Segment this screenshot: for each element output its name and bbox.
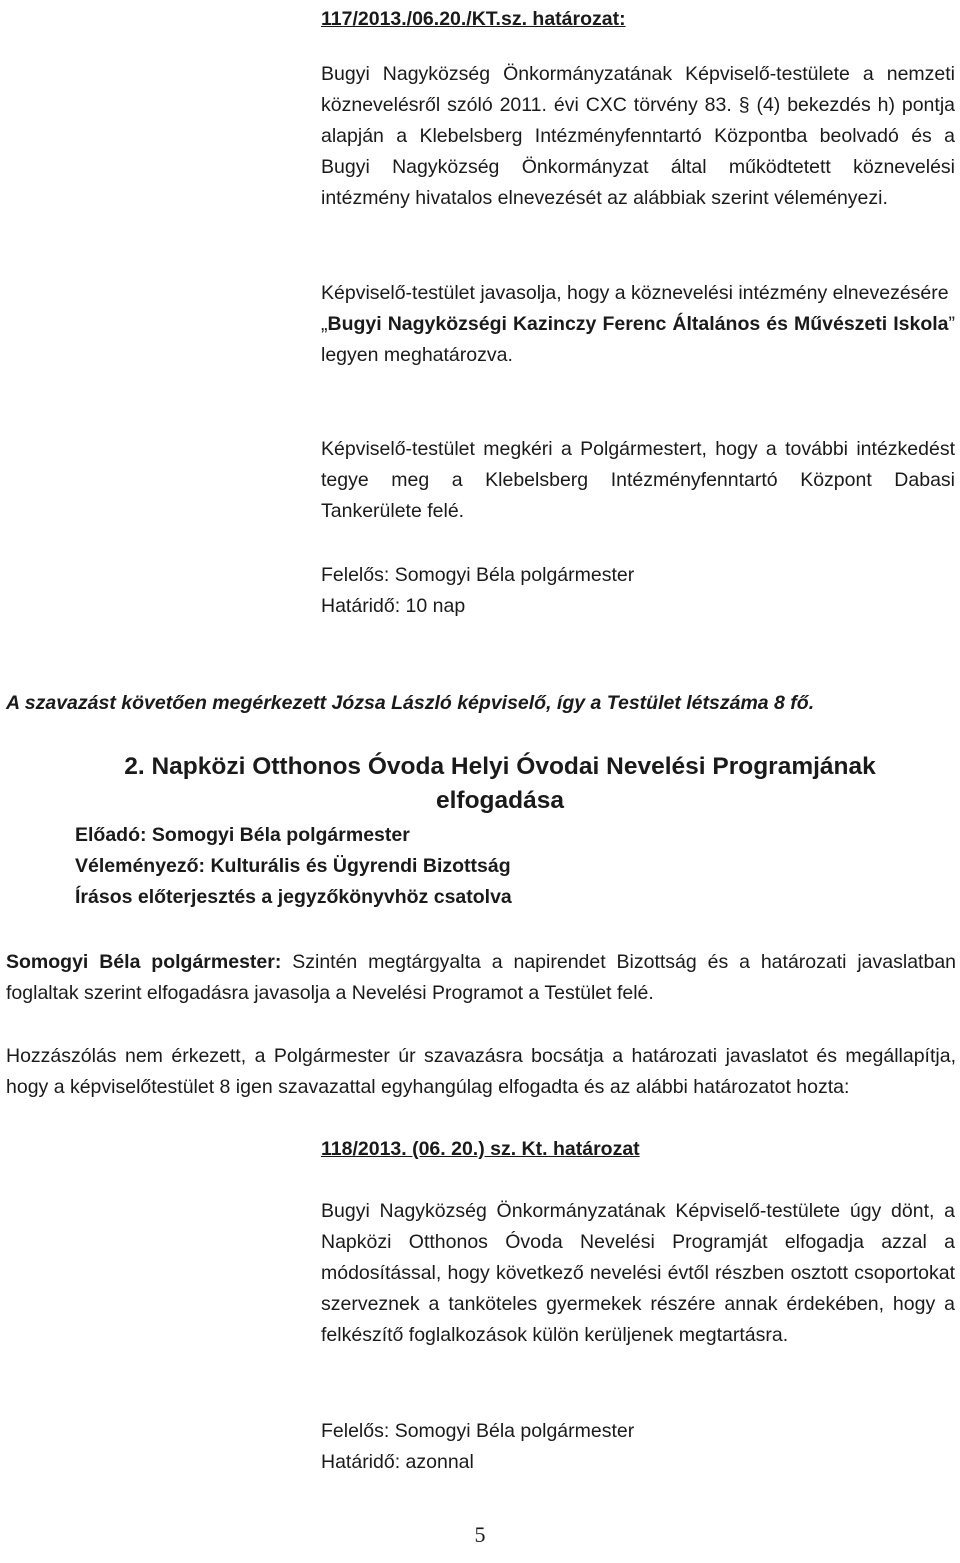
resolution-118-heading: 118/2013. (06. 20.) sz. Kt. határozat [321, 1138, 640, 1160]
resolution-117-deadline: Határidő: 10 nap [321, 595, 466, 617]
agenda-item-2-title-line-2: elfogadása [436, 787, 564, 814]
quote-open: „ [321, 313, 328, 335]
resolution-118-responsible: Felelős: Somogyi Béla polgármester [321, 1420, 635, 1442]
mayor-speech [6, 947, 956, 1009]
agenda-attachment: Írásos előterjesztés a jegyzőkönyvhöz csatolva [75, 886, 512, 908]
agenda-item-2-title [60, 750, 940, 818]
agenda-presenter: Előadó: Somogyi Béla polgármester [75, 824, 410, 846]
arrival-note: A szavazást követően megérkezett Józsa László képviselő, így a Testület létszáma 8 fő. [6, 692, 815, 714]
speech-text: Szintén megtárgyalta a napirendet Bizottság és a határozati javaslatban foglaltak szerint elfogadásra javasolja a Nevelési Programot a Testület felé. [6, 951, 957, 1004]
school-name: Bugyi Nagyközségi Kazinczy Ferenc Általános és Művészeti Iskola [327, 313, 949, 335]
resolution-117-proposal-text: Képviselő-testület javasolja, hogy a köznevelési intézmény elnevezésére [321, 282, 949, 304]
quote-close: ” [948, 313, 955, 335]
resolution-117-responsible: Felelős: Somogyi Béla polgármester [321, 564, 635, 586]
agenda-reviewer: Véleményező: Kulturális és Ügyrendi Bizottság [75, 855, 511, 877]
resolution-117-paragraph-2 [321, 278, 955, 371]
resolution-118-paragraph-1: Bugyi Nagyközség Önkormányzatának Képviselő-testülete úgy dönt, a Napközi Otthonos Óvoda Nevelési Programját elfogadja azzal a módosítással, hogy következő nevelési évtől részben osztott csoportokat szerveznek a tanköteles gyermekek részére annak érdekében, hogy a felkészítő foglalkozások külön kerüljenek megtartásra. [321, 1200, 955, 1346]
agenda-item-2-details [75, 820, 512, 913]
resolution-117-paragraph-1: Bugyi Nagyközség Önkormányzatának Képviselő-testülete a nemzeti köznevelésről szóló 2011. évi CXC törvény 83. § (4) bekezdés h) pontja alapján a Klebelsberg Intézményfenntartó Központba beolvadó és a Bugyi Nagyközség Önkormányzat által működtetett köznevelési intézmény hivatalos elnevezését az alábbiak szerint véleményezi. [321, 63, 955, 209]
resolution-117-paragraph-3: Képviselő-testület megkéri a Polgármestert, hogy a további intézkedést tegye meg a Klebelsberg Intézményfenntartó Központ Dabasi Tankerülete felé. [321, 438, 955, 522]
resolution-118-responsibility [321, 1416, 955, 1478]
resolution-118-deadline: Határidő: azonnal [321, 1451, 474, 1473]
resolution-117-heading: 117/2013./06.20./KT.sz. határozat: [321, 8, 626, 30]
speaker-name: Somogyi Béla polgármester: [6, 951, 282, 973]
vote-paragraph: Hozzászólás nem érkezett, a Polgármester úr szavazásra bocsátja a határozati javaslatot és megállapítja, hogy a képviselőtestület 8 igen szavazattal egyhangúlag elfogadta és az alábbi határozatot hozta: [6, 1045, 956, 1098]
resolution-117-proposal-end: legyen meghatározva. [321, 344, 513, 366]
resolution-117-responsibility [321, 560, 955, 622]
page-number: 5 [474, 1522, 486, 1547]
agenda-item-2-title-line-1: 2. Napközi Otthonos Óvoda Helyi Óvodai Nevelési Programjának [124, 753, 876, 780]
